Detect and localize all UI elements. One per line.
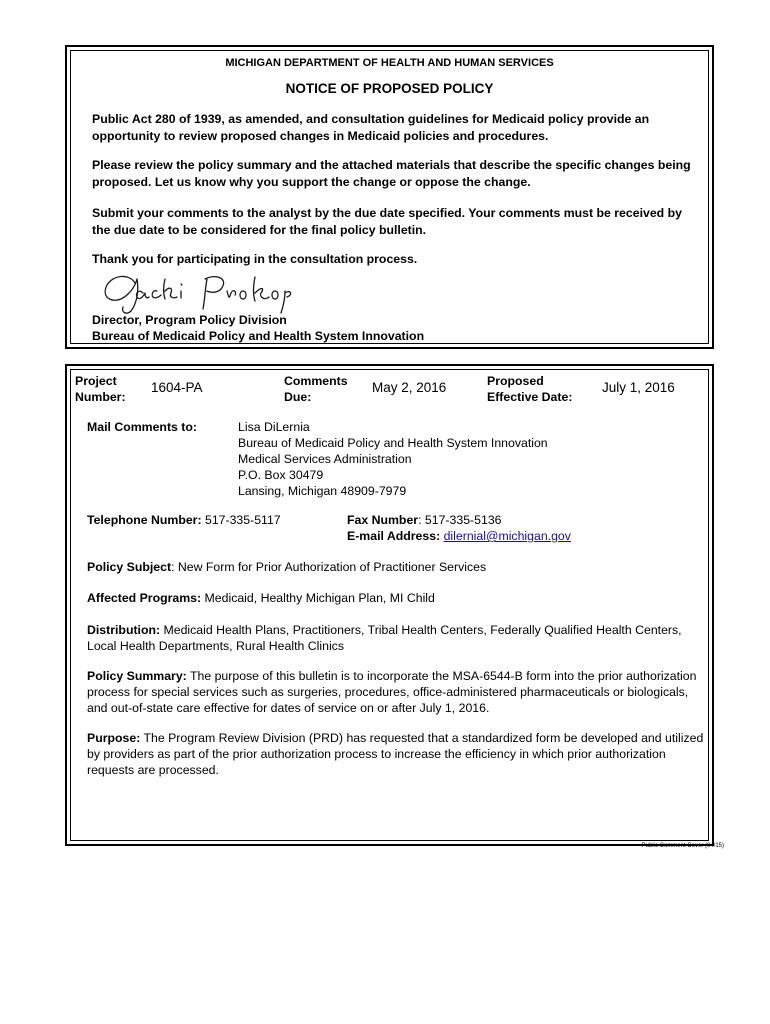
intro-paragraph-3: Submit your comments to the analyst by the due date specified. Your comments must be received by the due date to be considered for the final policy bulletin. [92,206,682,237]
comments-due-label: Comments Due: [284,374,348,404]
purpose-value: The Program Review Division (PRD) has requested that a standardized form be developed and utilized by providers as part of the prior authorization process to increase the efficiency in which prior authorization requests are processed. [87,731,704,777]
address-line: Medical Services Administration [238,452,412,466]
affected-programs [87,590,705,606]
fax-value: : 517-335-5136 [418,513,502,527]
signature-image [95,269,295,315]
email-label: E-mail Address: [347,529,441,543]
mail-comments-label: Mail Comments to: [87,420,197,434]
address-line: P.O. Box 30479 [238,468,324,482]
policy-summary-label: Policy Summary: [87,669,187,683]
purpose [87,730,705,778]
distribution-label: Distribution: [87,623,161,637]
policy-subject [87,559,705,575]
intro-paragraph-2: Please review the policy summary and the attached materials that describe the specific changes being proposed. Let us know why you support the change or oppose the change. [92,158,691,189]
affected-programs-label: Affected Programs: [87,591,202,605]
email [347,528,571,544]
project-number-label: Project Number: [75,374,126,404]
fax [347,512,502,528]
address-line: Lisa DiLernia [238,420,310,434]
email-link[interactable]: dilernial@michigan.gov [443,529,571,543]
project-number-value: 1604-PA [151,380,203,395]
intro-paragraph-4: Thank you for participating in the consultation process. [92,252,418,266]
notice-title: NOTICE OF PROPOSED POLICY [285,81,494,96]
comments-due-value: May 2, 2016 [372,380,447,395]
notice-box [65,45,714,349]
affected-programs-value: Medicaid, Healthy Michigan Plan, MI Child [201,591,435,605]
telephone-value: 517-335-5117 [204,513,281,527]
form-id-footer: Public Comment Cover (04/15) [641,843,724,849]
telephone [87,512,281,528]
department-header: MICHIGAN DEPARTMENT OF HEALTH AND HUMAN SERVICES [225,57,554,69]
mail-address [238,419,548,499]
policy-summary [87,668,705,716]
signer-bureau: Bureau of Medicaid Policy and Health System Innovation [92,329,425,343]
policy-subject-label: Policy Subject [87,560,172,574]
effective-date-label: Proposed Effective Date: [487,374,573,404]
effective-date-value: July 1, 2016 [602,380,675,395]
policy-summary-value: The purpose of this bulletin is to incorporate the MSA-6544-B form into the prior authorization process for special services such as surgeries, procedures, office-administered pharmaceuticals or biologicals, and out-of-state care effective for dates of service on or after July 1, 2016. [87,669,697,715]
address-line: Bureau of Medicaid Policy and Health System Innovation [238,436,548,450]
telephone-label: Telephone Number: [87,513,202,527]
intro-paragraph-1: Public Act 280 of 1939, as amended, and consultation guidelines for Medicaid policy provide an opportunity to review proposed changes in Medicaid policies and procedures. [92,112,650,143]
policy-subject-value: : New Form for Prior Authorization of Practitioner Services [171,560,487,574]
purpose-label: Purpose: [87,731,141,745]
signer-title: Director, Program Policy Division [92,313,287,327]
distribution [87,622,705,654]
distribution-value: Medicaid Health Plans, Practitioners, Tribal Health Centers, Federally Qualified Health Centers, Local Health Departments, Rural Health Clinics [87,623,682,653]
fax-label: Fax Number [347,513,419,527]
project-box [65,364,714,846]
address-line: Lansing, Michigan 48909-7979 [238,484,407,498]
